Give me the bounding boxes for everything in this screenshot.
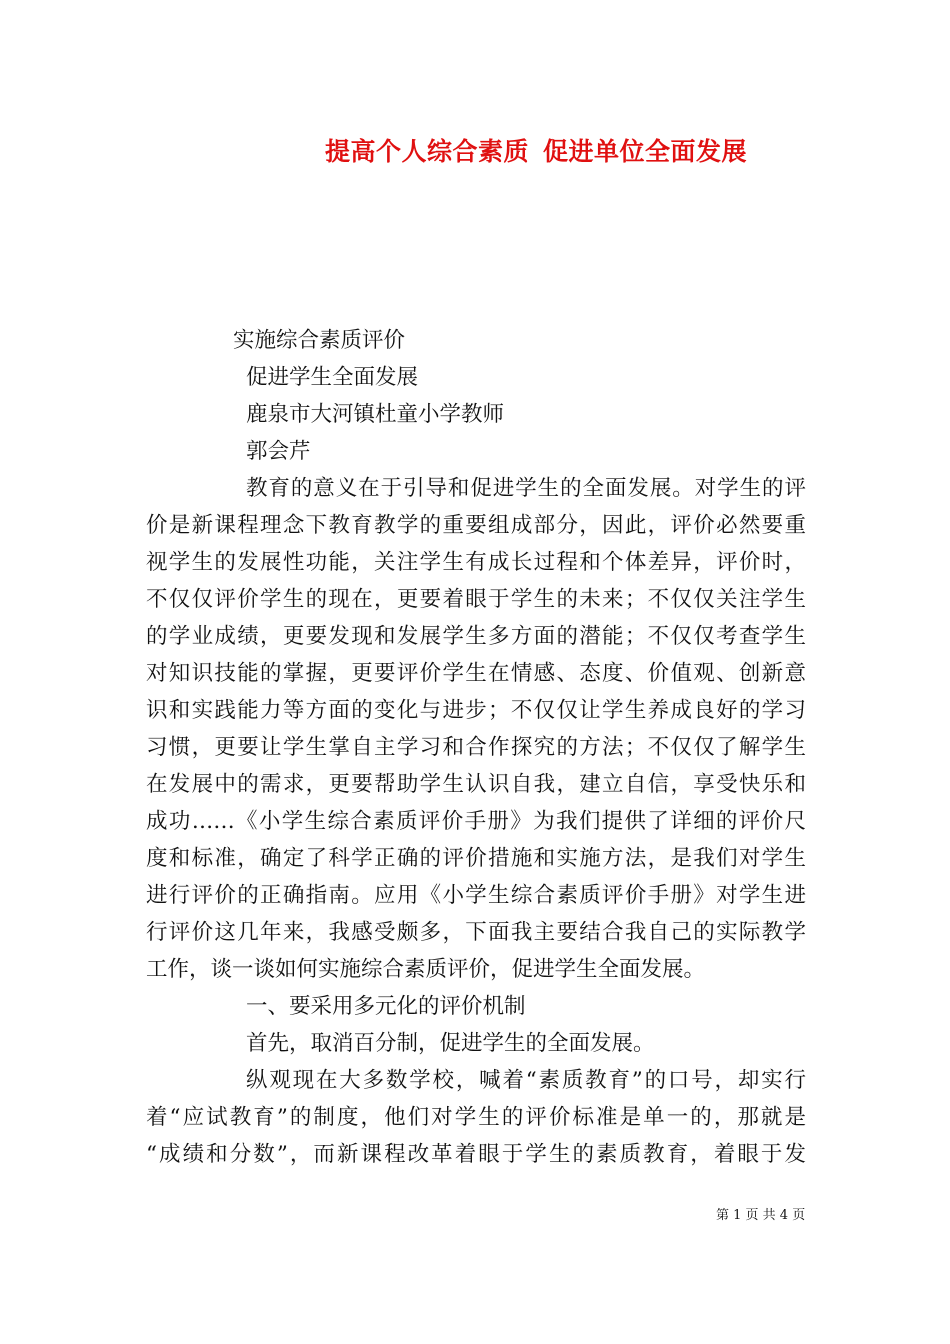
paragraph-line: 成功……《小学生综合素质评价手册》为我们提供了详细的评价尺 xyxy=(146,809,806,834)
paragraph-line: 的学业成绩，更要发现和发展学生多方面的潜能；不仅仅考查学生 xyxy=(146,624,806,649)
page-number-footer: 第 1 页 共 4 页 xyxy=(716,1208,806,1223)
paragraph-line: 教育的意义在于引导和促进学生的全面发展。对学生的评 xyxy=(246,476,806,501)
paragraph-line: 度和标准，确定了科学正确的评价措施和实施方法，是我们对学生 xyxy=(146,846,806,871)
paragraph-line: 价是新课程理念下教育教学的重要组成部分，因此，评价必然要重 xyxy=(146,513,806,538)
paragraph-line: 行评价这几年来，我感受颇多，下面我主要结合我自己的实际教学 xyxy=(146,920,806,945)
paragraph-line: 习惯，更要让学生掌自主学习和合作探究的方法；不仅仅了解学生 xyxy=(146,735,806,760)
subtitle-line: 实施综合素质评价 xyxy=(233,328,406,353)
author-name: 郭会芹 xyxy=(246,439,311,464)
paragraph-line: 视学生的发展性功能，关注学生有成长过程和个体差异，评价时， xyxy=(146,550,806,575)
title-part-1: 提高个人综合素质 xyxy=(324,137,529,166)
paragraph-line: 不仅仅评价学生的现在，更要着眼于学生的未来；不仅仅关注学生 xyxy=(146,587,806,612)
paragraph-line: 着“应试教育”的制度，他们对学生的评价标准是单一的，那就是 xyxy=(146,1105,806,1130)
author-affiliation: 鹿泉市大河镇杜童小学教师 xyxy=(246,402,505,427)
document-title xyxy=(0,132,950,168)
subtitle-line: 促进学生全面发展 xyxy=(246,365,419,390)
paragraph-line: 首先，取消百分制，促进学生的全面发展。 xyxy=(246,1031,655,1056)
paragraph-line: 工作，谈一谈如何实施综合素质评价，促进学生全面发展。 xyxy=(146,957,706,982)
paragraph-line: 纵观现在大多数学校，喊着“素质教育”的口号，却实行 xyxy=(246,1068,806,1093)
paragraph-line: “成绩和分数”，而新课程改革着眼于学生的素质教育，着眼于发 xyxy=(146,1142,806,1167)
title-part-2: 促进单位全面发展 xyxy=(543,137,748,166)
document-body xyxy=(146,322,806,1173)
paragraph-line: 对知识技能的掌握，更要评价学生在情感、态度、价值观、创新意 xyxy=(146,661,806,686)
paragraph-line: 在发展中的需求，更要帮助学生认识自我，建立自信，享受快乐和 xyxy=(146,772,806,797)
section-heading: 一、要采用多元化的评价机制 xyxy=(246,994,526,1019)
paragraph-line: 识和实践能力等方面的变化与进步；不仅仅让学生养成良好的学习 xyxy=(146,698,806,723)
paragraph-line: 进行评价的正确指南。应用《小学生综合素质评价手册》对学生进 xyxy=(146,883,806,908)
